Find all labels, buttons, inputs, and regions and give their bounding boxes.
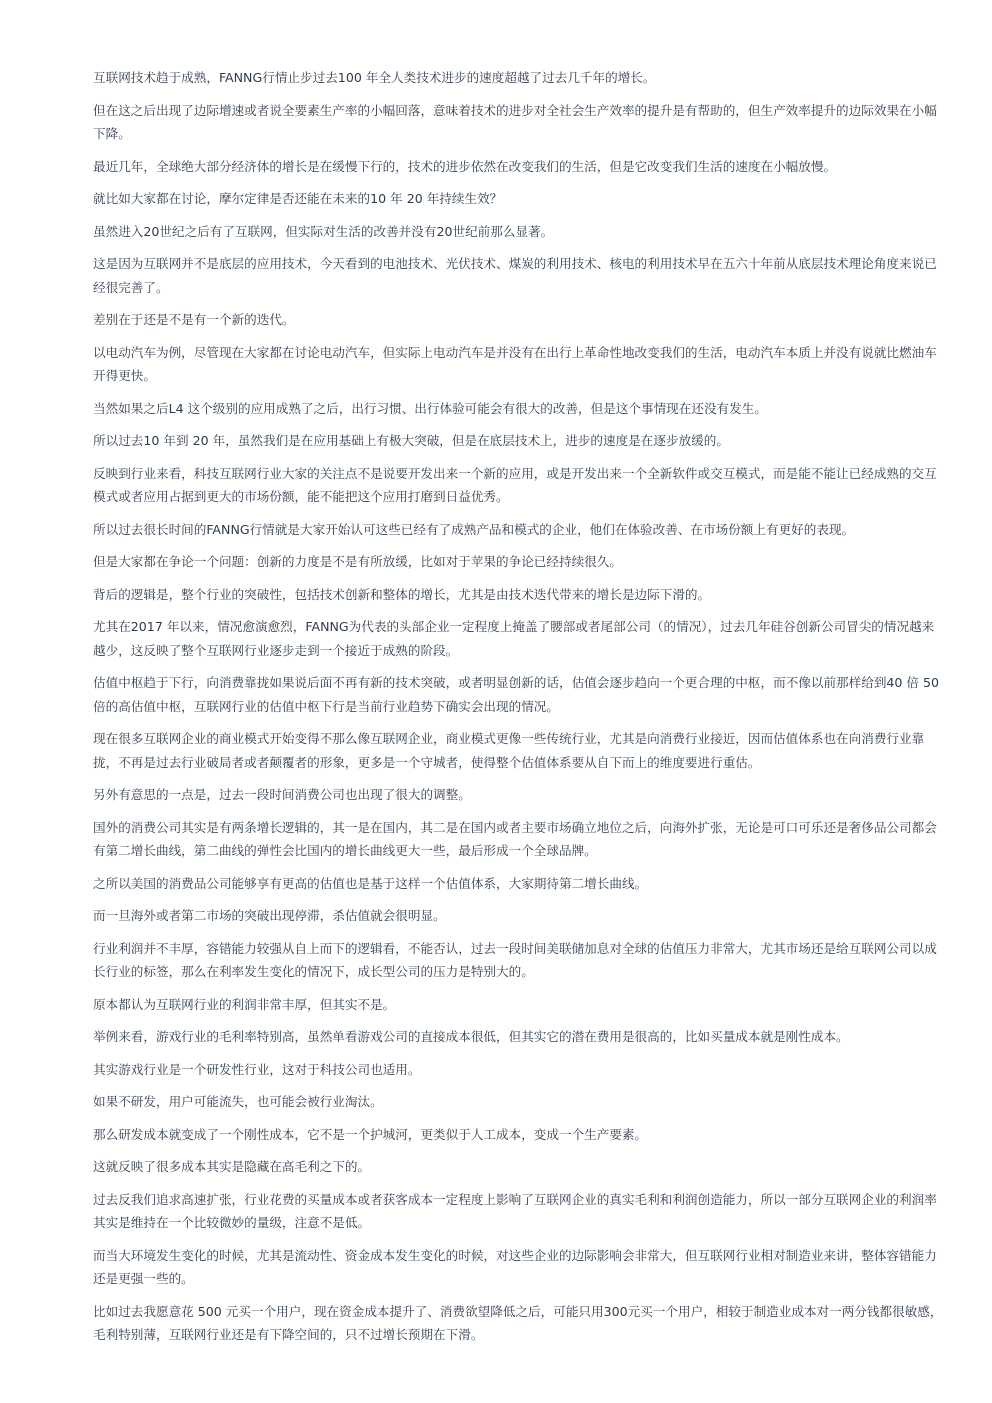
paragraph: 比如过去我愿意花 500 元买一个用户，现在资金成本提升了、消费欲望降低之后，可能只用300元买一个用户，相较于制造业成本对一两分钱都很敏感，毛利特别薄，互联网行业还是有下降空间的，只不过增长预期在下滑。 (93, 1303, 943, 1342)
paragraph: 当然如果之后L4 这个级别的应用成熟了之后，出行习惯、出行体验可能会有很大的改善，但是这个事情现在还没有发生。 (93, 400, 767, 416)
paragraph: 估值中枢趋于下行，向消费靠拢如果说后面不再有新的技术突破，或者明显创新的话，估值会逐步趋向一个更合理的中枢，而不像以前那样给到40 倍 50 倍的高估值中枢，互联网行业的估值中枢下行是当前行业趋势下确实会出现的情况。 (93, 675, 940, 714)
paragraph: 其实游戏行业是一个研发性行业，这对于科技公司也适用。 (93, 1061, 421, 1077)
paragraph: 举例来看，游戏行业的毛利率特别高，虽然单看游戏公司的直接成本很低，但其实它的潜在费用是很高的，比如买量成本就是刚性成本。 (93, 1029, 849, 1044)
paragraph: 以电动汽车为例，尽管现在大家都在讨论电动汽车，但实际上电动汽车是并没有在出行上革命性地改变我们的生活，电动汽车本质上并没有说就比燃油车开得更快。 (93, 344, 937, 383)
paragraph: 原本都认为互联网行业的利润非常丰厚，但其实不是。 (93, 996, 396, 1012)
paragraph: 反映到行业来看，科技互联网行业大家的关注点不是说要开发出来一个新的应用，或是开发出来一个全新软件或交互模式，而是能不能让已经成熟的交互模式或者应用占据到更大的市场份额，能不能把这个应用打磨到日益优秀。 (93, 465, 937, 504)
paragraph: 最近几年，全球绝大部分经济体的增长是在缓慢下行的，技术的进步依然在改变我们的生活，但是它改变我们生活的速度在小幅放慢。 (93, 158, 837, 174)
paragraph: 这就反映了很多成本其实是隐藏在高毛利之下的。 (93, 1159, 371, 1174)
paragraph: 但是大家都在争论一个问题：创新的力度是不是有所放缓，比如对于苹果的争论已经持续很久。 (93, 554, 622, 569)
paragraph: 背后的逻辑是，整个行业的突破性，包括技术创新和整体的增长，尤其是由技术迭代带来的增长是边际下滑的。 (93, 586, 711, 602)
paragraph: 而一旦海外或者第二市场的突破出现停滞，杀估值就会很明显。 (93, 908, 446, 923)
paragraph: 互联网技术趋于成熟，FANNG行情止步过去100 年全人类技术进步的速度超越了过去几千年的增长。 (93, 70, 656, 85)
paragraph: 行业利润并不丰厚，容错能力较强从自上而下的逻辑看，不能否认，过去一段时间美联储加息对全球的估值压力非常大，尤其市场还是给互联网公司以成长行业的标签，那么在利率发生变化的情况下，成长型公司的压力是特别大的。 (93, 940, 937, 979)
paragraph: 就比如大家都在讨论，摩尔定律是否还能在未来的10 年 20 年持续生效？ (93, 191, 503, 206)
paragraph: 国外的消费公司其实是有两条增长逻辑的，其一是在国内，其二是在国内或者主要市场确立地位之后，向海外扩张，无论是可口可乐还是奢侈品公司都会有第二增长曲线，第二曲线的弹性会比国内的增长曲线更大一些，最后形成一个全球品牌。 (93, 819, 937, 858)
paragraph: 差别在于还是不是有一个新的迭代。 (93, 312, 295, 327)
paragraph: 现在很多互联网企业的商业模式开始变得不那么像互联网企业，商业模式更像一些传统行业，尤其是向消费行业接近，因而估值体系也在向消费行业靠拢，不再是过去行业破局者或者颠覆者的形象，更多是一个守城者，使得整个估值体系要从自下而上的维度要进行重估。 (93, 731, 925, 770)
paragraph: 所以过去10 年到 20 年，虽然我们是在应用基础上有极大突破，但是在底层技术上，进步的速度是在逐步放缓的。 (93, 433, 729, 448)
paragraph: 之所以美国的消费品公司能够享有更高的估值也是基于这样一个估值体系，大家期待第二增长曲线。 (93, 875, 648, 891)
paragraph: 但在这之后出现了边际增速或者说全要素生产率的小幅回落，意味着技术的进步对全社会生产效率的提升是有帮助的，但生产效率提升的边际效果在小幅下降。 (93, 102, 937, 141)
paragraph: 虽然进入20世纪之后有了互联网，但实际对生活的改善并没有20世纪前那么显著。 (93, 223, 554, 239)
paragraph: 过去反我们追求高速扩张，行业花费的买量成本或者获客成本一定程度上影响了互联网企业的真实毛利和利润创造能力，所以一部分互联网企业的利润率其实是维持在一个比较微妙的量级，注意不是低。 (93, 1191, 937, 1230)
paragraph: 如果不研发，用户可能流失，也可能会被行业淘汰。 (93, 1094, 383, 1109)
paragraph: 而当大环境发生变化的时候，尤其是流动性、资金成本发生变化的时候，对这些企业的边际影响会非常大，但互联网行业相对制造业来讲，整体容错能力还是更强一些的。 (93, 1247, 937, 1286)
document-body (93, 66, 945, 1356)
paragraph: 这是因为互联网并不是底层的应用技术，今天看到的电池技术、光伏技术、煤炭的利用技术、核电的利用技术早在五六十年前从底层技术理论角度来说已经很完善了。 (93, 256, 937, 295)
paragraph: 那么研发成本就变成了一个刚性成本，它不是一个护城河，更类似于人工成本，变成一个生产要素。 (93, 1126, 648, 1142)
paragraph: 所以过去很长时间的FANNG行情就是大家开始认可这些已经有了成熟产品和模式的企业，他们在体验改善、在市场份额上有更好的表现。 (93, 521, 855, 537)
paragraph: 尤其在2017 年以来，情况愈演愈烈，FANNG为代表的头部企业一定程度上掩盖了腰部或者尾部公司（的情况），过去几年硅谷创新公司冒尖的情况越来越少，这反映了整个互联网行业逐步走到一个接近于成熟的阶段。 (93, 619, 935, 658)
paragraph: 另外有意思的一点是，过去一段时间消费公司也出现了很大的调整。 (93, 787, 471, 802)
